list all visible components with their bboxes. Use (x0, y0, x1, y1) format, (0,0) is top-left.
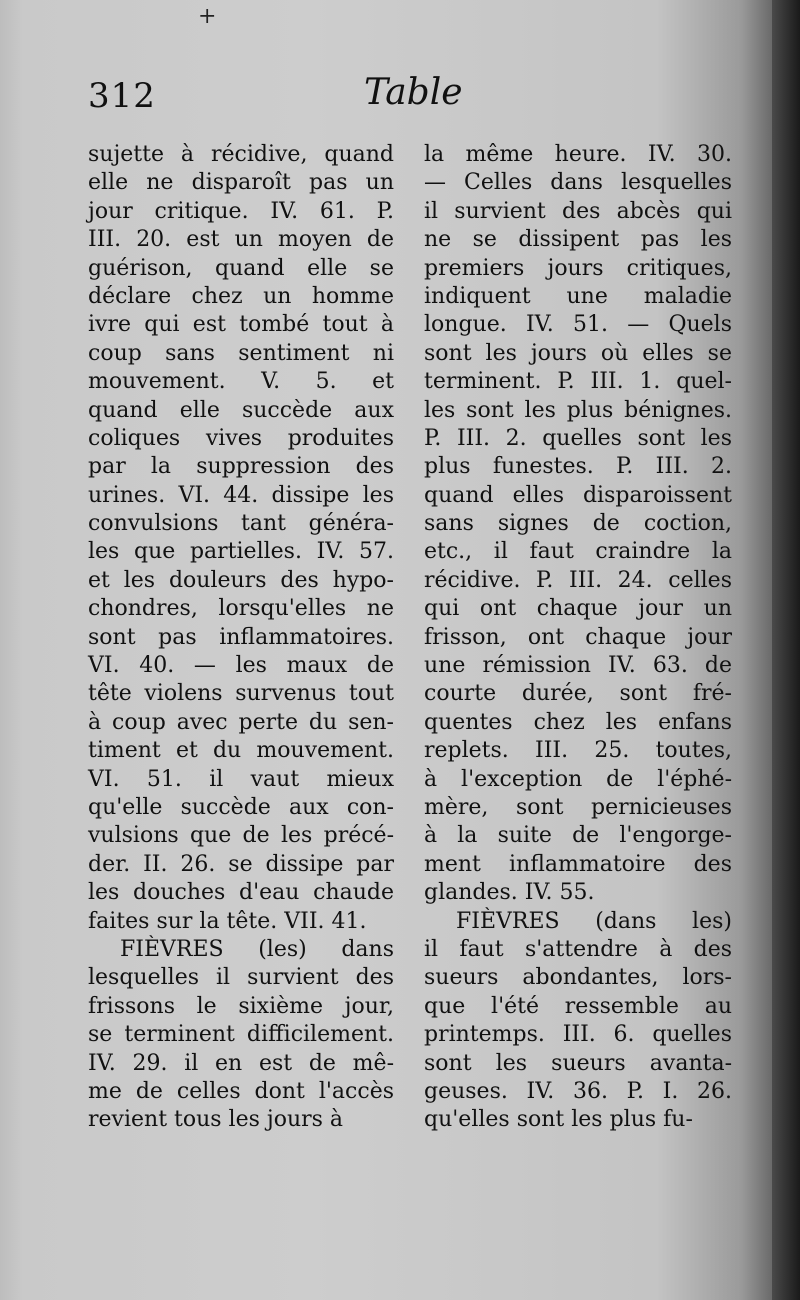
text-line: ne se dissipent pas les (424, 227, 732, 253)
text-line: FIÈVRES (dans les) (456, 908, 732, 934)
text-line: par la suppression des (88, 454, 394, 480)
text-line: sueurs abondantes, lors- (424, 965, 732, 991)
text-line: coliques vives produites (88, 425, 394, 451)
text-line: que l'été ressemble au (424, 993, 732, 1019)
text-line: P. III. 2. quelles sont les (424, 425, 732, 451)
text-line: frissons le sixième jour, (88, 993, 394, 1019)
text-line: terminent. P. III. 1. quel- (424, 369, 732, 395)
text-line: VI. 40. — les maux de (88, 653, 394, 679)
text-line: quand elles disparoissent (424, 482, 732, 508)
text-line: VI. 51. il vaut mieux (88, 766, 394, 792)
ink-mark: + (198, 4, 217, 29)
text-line: mouvement. V. 5. et (88, 369, 394, 395)
text-line: quand elle succède aux (88, 397, 394, 423)
text-line: jour critique. IV. 61. P. (88, 198, 394, 224)
text-line: printemps. III. 6. quelles (424, 1022, 732, 1048)
text-line: faites sur la tête. VII. 41. (88, 908, 367, 934)
text-line: à la suite de l'engorge- (424, 823, 732, 849)
text-line: coup sans sentiment ni (88, 340, 394, 366)
text-line: longue. IV. 51. — Quels (424, 312, 732, 338)
text-line: urines. VI. 44. dissipe les (88, 482, 394, 508)
text-line: à coup avec perte du sen- (88, 709, 394, 735)
text-line: à l'exception de l'éphé- (424, 766, 732, 792)
text-line: chondres, lorsqu'elles ne (88, 596, 394, 622)
text-line: sont les sueurs avanta- (424, 1050, 732, 1076)
text-line: guérison, quand elle se (88, 255, 394, 281)
page-number: 312 (88, 76, 156, 116)
text-line: indiquent une maladie (424, 283, 732, 309)
text-line: IV. 29. il en est de mê- (88, 1050, 394, 1076)
running-title: Table (364, 72, 463, 113)
text-line: revient tous les jours à (88, 1107, 344, 1133)
text-line: der. II. 26. se dissipe par (88, 851, 394, 877)
text-line: elle ne disparoît pas un (88, 170, 394, 196)
text-line: les que partielles. IV. 57. (88, 539, 394, 565)
text-line: qu'elle succède aux con- (88, 794, 394, 820)
text-line: sujette à récidive, quand (88, 142, 394, 167)
text-line: frisson, ont chaque jour (424, 624, 732, 650)
text-line: ment inflammatoire des (424, 851, 732, 877)
text-line: déclare chez un homme (88, 283, 394, 309)
text-line: glandes. IV. 55. (424, 880, 595, 906)
text-line: il survient des abcès qui (424, 198, 732, 224)
text-line: les douches d'eau chaude (88, 880, 394, 906)
text-line: sans signes de coction, (424, 511, 732, 537)
text-line: — Celles dans lesquelles (424, 170, 732, 196)
text-line: mère, sont pernicieuses (424, 794, 732, 820)
text-line: sont les jours où elles se (424, 340, 732, 366)
text-line: etc., il faut craindre la (424, 539, 732, 565)
text-line: lesquelles il survient des (88, 965, 394, 991)
text-line: replets. III. 25. toutes, (424, 738, 732, 764)
text-line: me de celles dont l'accès (88, 1078, 394, 1104)
text-line: vulsions que de les précé- (88, 823, 394, 849)
text-line: une rémission IV. 63. de (424, 653, 732, 679)
text-line: qu'elles sont les plus fu- (424, 1107, 693, 1133)
text-line: convulsions tant généra- (88, 511, 394, 537)
text-line: plus funestes. P. III. 2. (424, 454, 732, 480)
text-line: III. 20. est un moyen de (88, 227, 394, 253)
text-line: se terminent difficilement. (88, 1022, 394, 1048)
text-line: il faut s'attendre à des (424, 936, 732, 962)
text-line: récidive. P. III. 24. celles (424, 567, 732, 593)
text-line: timent et du mouvement. (88, 738, 394, 764)
text-line: et les douleurs des hypo- (88, 567, 394, 593)
text-line: quentes chez les enfans (424, 709, 732, 735)
text-line: sont pas inflammatoires. (88, 624, 394, 650)
text-line: les sont les plus bénignes. (424, 397, 732, 423)
page-edge-shadow (772, 0, 800, 1300)
text-line: ivre qui est tombé tout à (88, 312, 394, 338)
text-line: la même heure. IV. 30. (424, 142, 732, 167)
left-column (88, 141, 394, 1135)
right-column (424, 141, 732, 1135)
text-line: courte durée, sont fré- (424, 681, 732, 707)
text-line: FIÈVRES (les) dans (120, 936, 394, 962)
text-line: geuses. IV. 36. P. I. 26. (424, 1078, 732, 1104)
text-line: qui ont chaque jour un (424, 596, 732, 622)
text-line: tête violens survenus tout (88, 681, 394, 707)
text-line: premiers jours critiques, (424, 255, 732, 281)
